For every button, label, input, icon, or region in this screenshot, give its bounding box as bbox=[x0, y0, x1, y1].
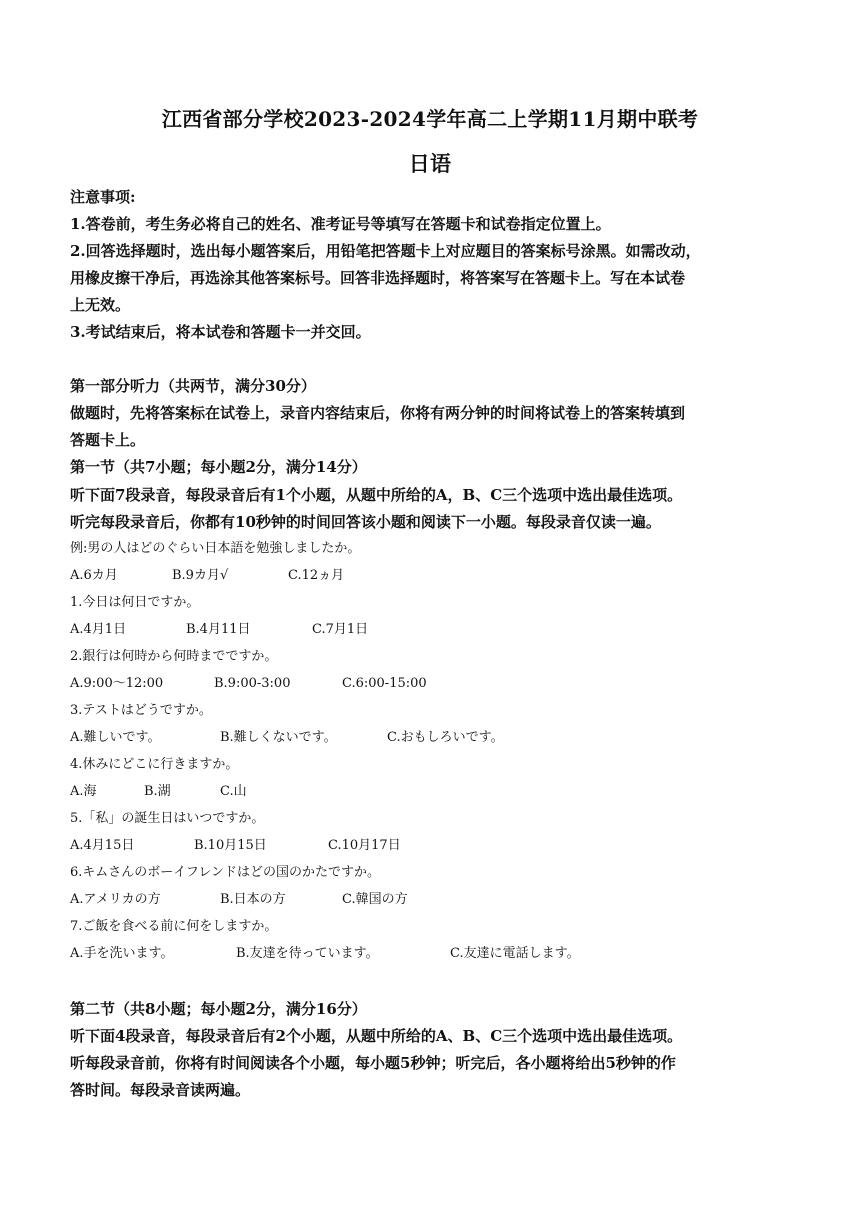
notice-line-2b: 用橡皮擦干净后，再选涂其他答案标号。回答非选择题时，将答案写在答题卡上。写在本试卷 bbox=[70, 269, 686, 287]
option-c: C.7月1日 bbox=[312, 622, 369, 637]
part1-desc-b: 答题卡上。 bbox=[70, 431, 146, 449]
subject-title: 日语 bbox=[408, 151, 452, 176]
exam-title: 江西省部分学校2023-2024学年高二上学期11月期中联考 bbox=[161, 107, 699, 131]
section2-heading: 第二节（共8小题；每小题2分，满分16分） bbox=[70, 1000, 367, 1018]
section2-desc-a: 听下面4段录音，每段录音后有2个小题，从题中所给的A、B、C三个选项中选出最佳选项。 bbox=[70, 1027, 683, 1045]
option-c: C.12ヵ月 bbox=[288, 568, 345, 583]
option-c: C.友達に電話します。 bbox=[450, 946, 580, 961]
option-a: A.4月1日 bbox=[70, 622, 127, 637]
section1-heading: 第一节（共7小题；每小题2分，满分14分） bbox=[70, 458, 367, 476]
question-5: 5.「私」の誕生日はいつですか。 bbox=[70, 811, 265, 826]
option-b: B.難しくないです。 bbox=[220, 730, 337, 745]
option-b: B.日本の方 bbox=[220, 892, 286, 907]
section2-desc-c: 答时间。每段录音读两遍。 bbox=[70, 1081, 251, 1099]
question-6: 6.キムさんのボーイフレンドはどの国のかたですか。 bbox=[70, 865, 381, 880]
option-a: A.9:00～12:00 bbox=[70, 676, 164, 691]
question-6-options bbox=[70, 891, 408, 909]
notice-line-2a: 2.回答选择题时，选出每小题答案后，用铅笔把答题卡上对应题目的答案标号涂黑。如需改动， bbox=[70, 242, 701, 260]
section1-desc-b: 听完每段录音后，你都有10秒钟的时间回答该小题和阅读下一小题。每段录音仅读一遍。 bbox=[70, 513, 661, 531]
option-c: C.6:00-15:00 bbox=[342, 676, 427, 691]
question-2: 2.銀行は何時から何時までですか。 bbox=[70, 649, 278, 664]
option-a: A.4月15日 bbox=[70, 838, 135, 853]
question-7: 7.ご飯を食べる前に何をしますか。 bbox=[70, 919, 278, 934]
option-c: C.10月17日 bbox=[328, 838, 401, 853]
option-b: B.9カ月√ bbox=[172, 568, 229, 583]
question-1-options bbox=[70, 621, 368, 639]
option-a: A.6カ月 bbox=[70, 568, 118, 583]
option-c: C.山 bbox=[220, 784, 247, 799]
question-3-options bbox=[70, 729, 504, 747]
notice-line-3: 3.考试结束后，将本试卷和答题卡一并交回。 bbox=[70, 323, 371, 341]
notice-heading: 注意事项: bbox=[70, 188, 136, 206]
question-3: 3.テストはどうですか。 bbox=[70, 703, 212, 718]
question-5-options bbox=[70, 837, 401, 855]
section2-desc-b: 听每段录音前，你将有时间阅读各个小题，每小题5秒钟；听完后，各小题将给出5秒钟的作 bbox=[70, 1054, 676, 1072]
option-b: B.10月15日 bbox=[194, 838, 267, 853]
option-a: A.難しいです。 bbox=[70, 730, 161, 745]
part1-heading: 第一部分听力（共两节，满分30分） bbox=[70, 377, 316, 395]
option-a: A.海 bbox=[70, 784, 97, 799]
notice-line-2c: 上无效。 bbox=[70, 296, 131, 314]
question-2-options bbox=[70, 675, 427, 693]
option-b: B.湖 bbox=[144, 784, 171, 799]
option-a: A.手を洗います。 bbox=[70, 946, 174, 961]
part1-desc-a: 做题时，先将答案标在试卷上，录音内容结束后，你将有两分钟的时间将试卷上的答案转填到 bbox=[70, 404, 686, 422]
option-b: B.9:00-3:00 bbox=[214, 676, 291, 691]
option-a: A.アメリカの方 bbox=[70, 892, 161, 907]
option-c: C.おもしろいです。 bbox=[387, 730, 504, 745]
question-4: 4.休みにどこに行きますか。 bbox=[70, 757, 239, 772]
notice-line-1: 1.答卷前，考生务必将自己的姓名、准考证号等填写在答题卡和试卷指定位置上。 bbox=[70, 215, 611, 233]
example-options bbox=[70, 567, 344, 585]
question-4-options bbox=[70, 783, 247, 801]
question-1: 1.今日は何日ですか。 bbox=[70, 595, 200, 610]
option-b: B.4月11日 bbox=[186, 622, 251, 637]
example-question: 例:男の人はどのぐらい日本語を勉強しましたか。 bbox=[70, 541, 361, 556]
option-c: C.韓国の方 bbox=[342, 892, 408, 907]
option-b: B.友達を待っています。 bbox=[236, 946, 379, 961]
question-7-options bbox=[70, 945, 580, 963]
section1-desc-a: 听下面7段录音，每段录音后有1个小题，从题中所给的A，B、C三个选项中选出最佳选项。 bbox=[70, 486, 683, 504]
